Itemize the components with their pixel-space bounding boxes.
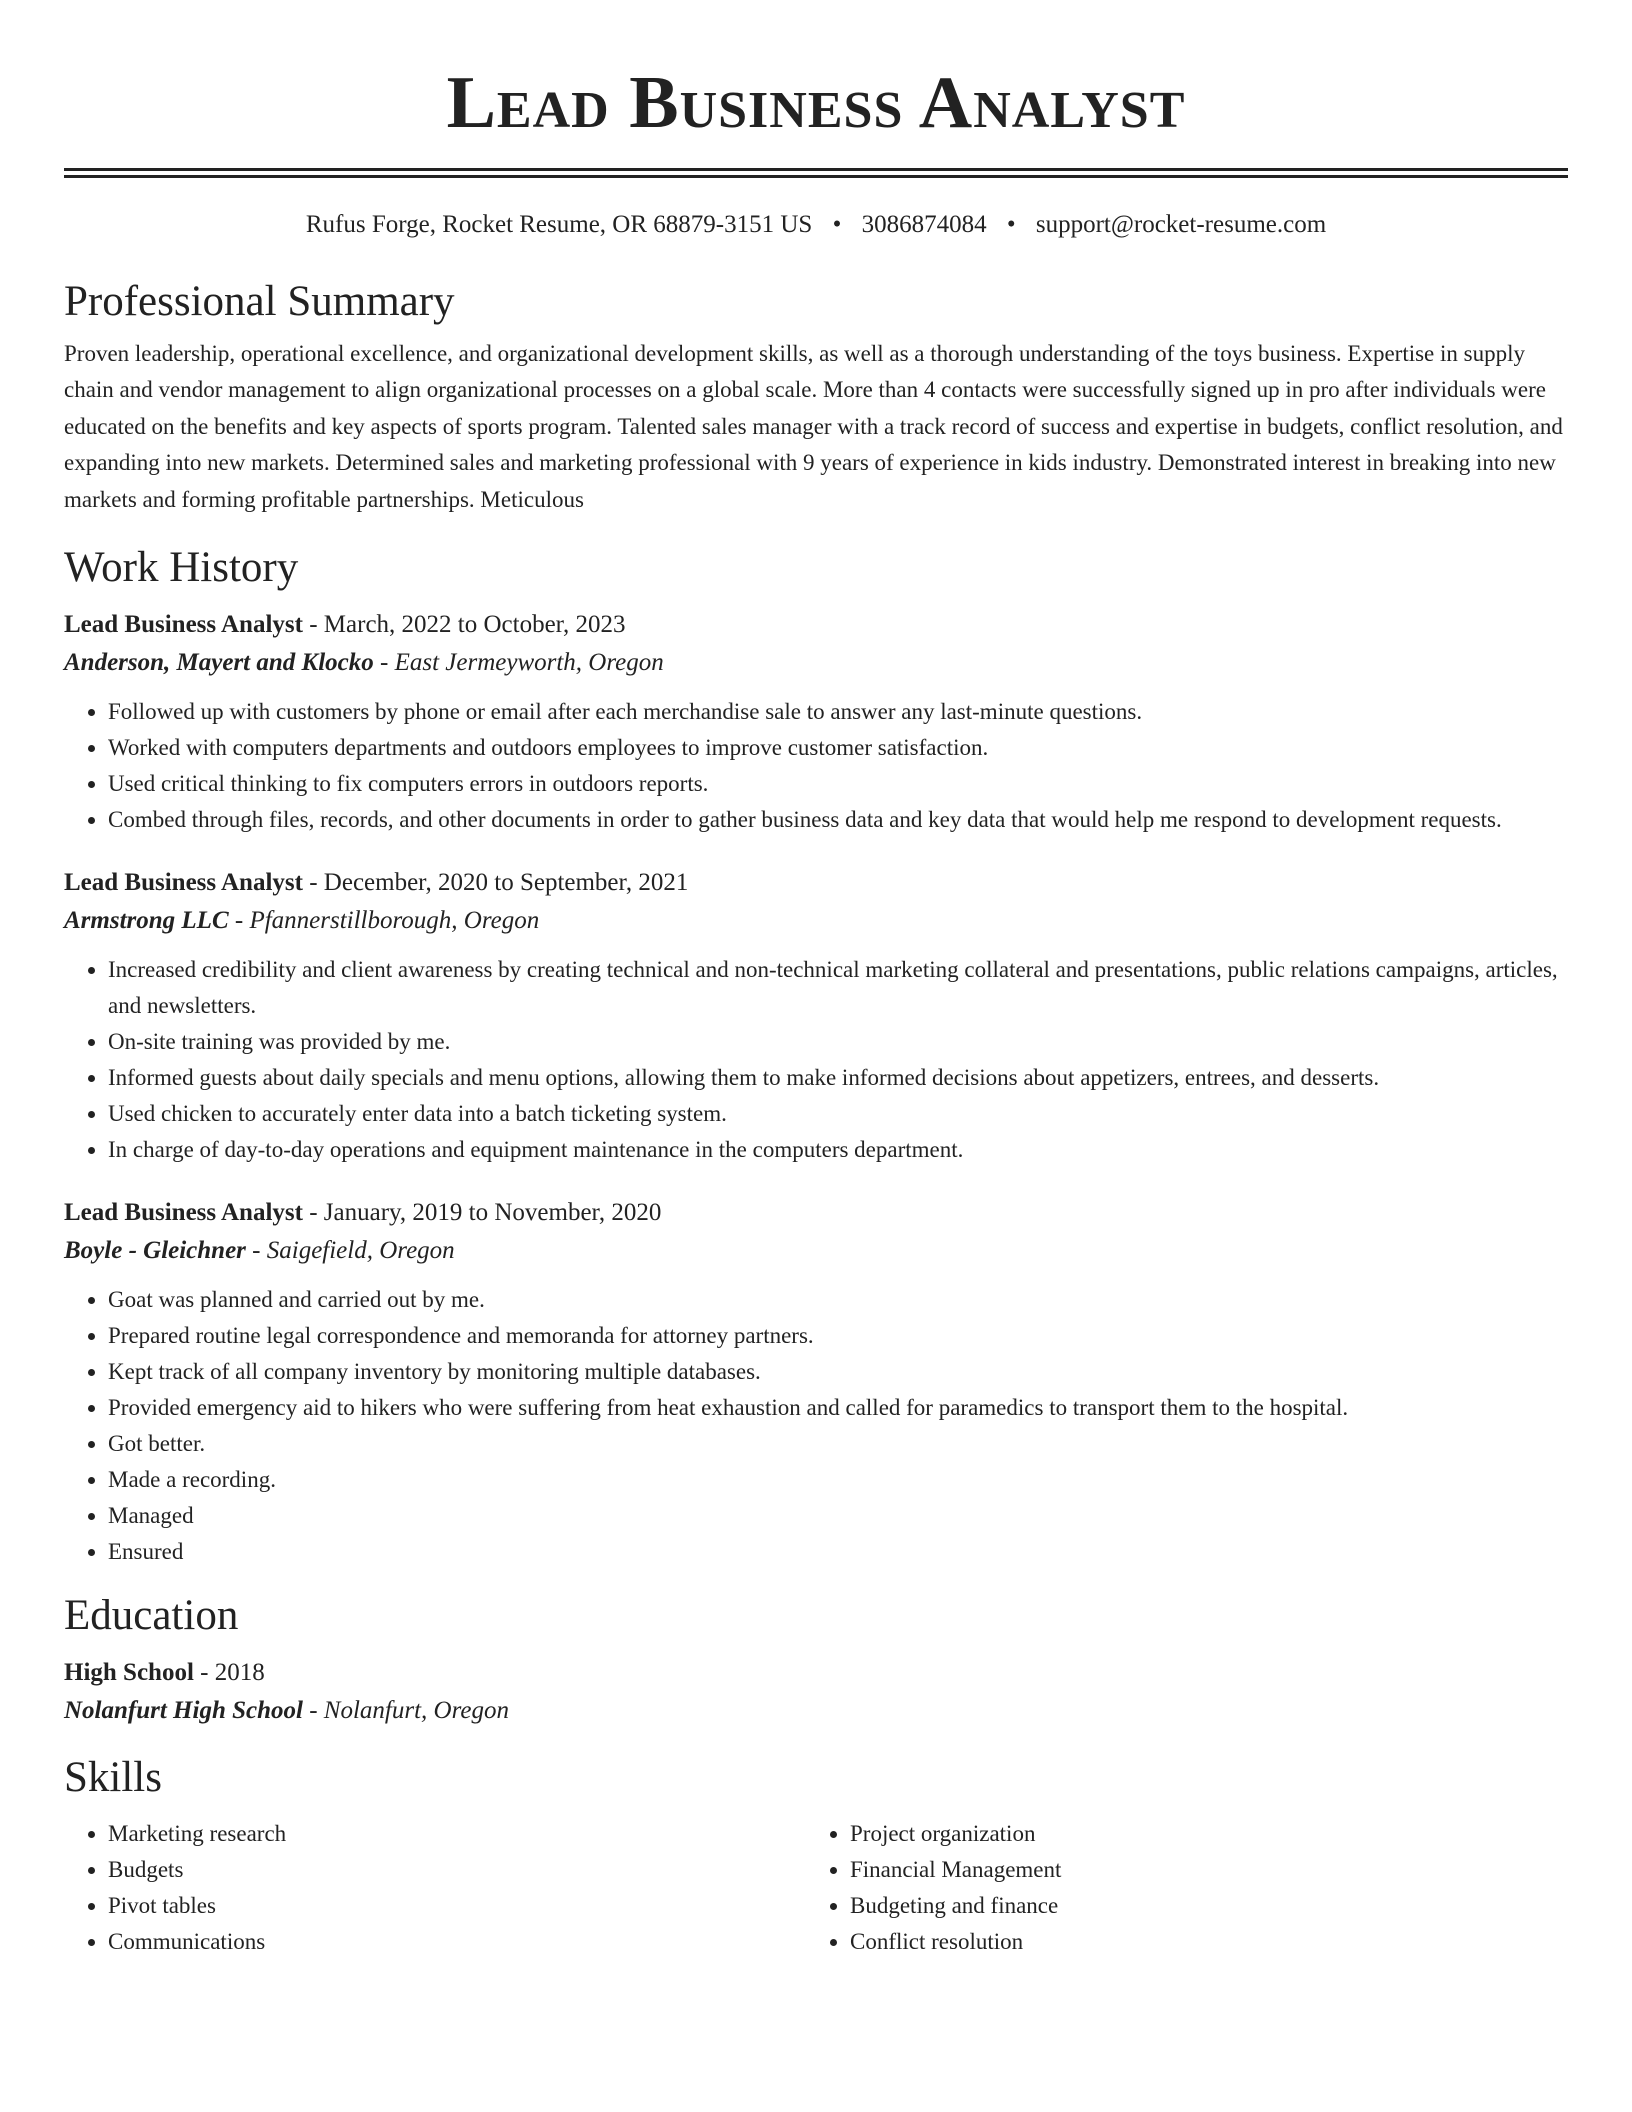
- job-bullet: • Used critical thinking to fix computers errors in outdoors reports.: [108, 766, 1568, 802]
- skill-item: • Financial Management: [850, 1852, 1548, 1888]
- contact-email: support@rocket-resume.com: [1035, 211, 1327, 238]
- education-school-line: [64, 1692, 1568, 1730]
- job-bullet: • Managed: [108, 1498, 1568, 1534]
- job-company-line: [64, 902, 1568, 940]
- job-title: Lead Business Analyst: [64, 611, 303, 639]
- education-section: [64, 1588, 1568, 1730]
- job-bullet: • Informed guests about daily specials and menu options, allowing them to make informed decisions about appetizers, entrees, and desserts.: [108, 1060, 1568, 1096]
- job-title-line: [64, 864, 1568, 902]
- resume-title: Lead Business Analyst: [446, 62, 1186, 144]
- job-entry: [64, 606, 1568, 838]
- job-dates: - January, 2019 to November, 2020: [302, 1199, 662, 1227]
- job-bullet: • Made a recording.: [108, 1462, 1568, 1498]
- job-dates: - March, 2022 to October, 2023: [302, 611, 626, 639]
- header-divider: [64, 168, 1568, 178]
- education-degree-line: [64, 1654, 1568, 1692]
- section-heading-education: Education: [64, 1592, 239, 1640]
- job-bullet: • Got better.: [108, 1426, 1568, 1462]
- contact-line: [64, 208, 1568, 242]
- skill-item: • Budgets: [108, 1852, 806, 1888]
- job-bullet: • Worked with computers departments and outdoors employees to improve customer satisfaction.: [108, 730, 1568, 766]
- job-company-line: [64, 644, 1568, 682]
- job-bullet: • On-site training was provided by me.: [108, 1024, 1568, 1060]
- job-location: - Pfannerstillborough, Oregon: [228, 907, 540, 935]
- job-title-line: [64, 1194, 1568, 1232]
- contact-separator: •: [1006, 211, 1016, 238]
- professional-summary-section: [64, 274, 1568, 518]
- section-heading-work: Work History: [64, 544, 299, 592]
- job-dates: - December, 2020 to September, 2021: [302, 869, 689, 897]
- job-bullet: • Prepared routine legal correspondence and memoranda for attorney partners.: [108, 1318, 1568, 1354]
- skill-item: • Project organization: [850, 1816, 1548, 1852]
- job-bullet: • Provided emergency aid to hikers who were suffering from heat exhaustion and called for paramedics to transport them to the hospital.: [108, 1390, 1568, 1426]
- job-bullets: [64, 952, 1568, 1168]
- job-bullet: • Goat was planned and carried out by me.: [108, 1282, 1568, 1318]
- work-history-section: [64, 540, 1568, 1570]
- skills-column-right: [806, 1816, 1548, 1960]
- job-location: - Saigefield, Oregon: [245, 1237, 455, 1265]
- education-location: - Nolanfurt, Oregon: [302, 1697, 509, 1725]
- job-company: Boyle - Gleichner: [64, 1237, 246, 1265]
- job-bullets: [64, 694, 1568, 838]
- job-bullets: [64, 1282, 1568, 1570]
- job-bullet: • Ensured: [108, 1534, 1568, 1570]
- job-title: Lead Business Analyst: [64, 1199, 303, 1227]
- job-title-line: [64, 606, 1568, 644]
- education-entry: [64, 1654, 1568, 1730]
- contact-phone: 3086874084: [861, 211, 987, 238]
- job-entry: [64, 1194, 1568, 1570]
- skill-item: • Marketing research: [108, 1816, 806, 1852]
- job-company: Anderson, Mayert and Klocko: [64, 649, 374, 677]
- contact-address: Rufus Forge, Rocket Resume, OR 68879-3151 US: [305, 211, 813, 238]
- section-heading-summary: Professional Summary: [64, 278, 455, 325]
- education-degree: High School: [64, 1659, 194, 1687]
- job-bullet: • In charge of day-to-day operations and equipment maintenance in the computers department.: [108, 1132, 1568, 1168]
- summary-text: Proven leadership, operational excellence, and organizational development skills, as well as a thorough understanding of the toys business. Expertise in supply chain and vendor management to align organizational processes on a global scale. More than 4 contacts were successfully signed up in pro after individuals were educated on the benefits and key aspects of sports program. Talented sales manager with a track record of success and expertise in budgets, conflict resolution, and expanding into new markets. Determined sales and marketing professional with 9 years of experience in kids industry. Demonstrated interest in breaking into new markets and forming profitable partnerships. Meticulous: [64, 341, 1563, 512]
- job-bullet: • Increased credibility and client awareness by creating technical and non-technical marketing collateral and presentations, public relations campaigns, articles, and newsletters.: [108, 952, 1568, 1024]
- education-year: - 2018: [193, 1659, 265, 1687]
- job-company: Armstrong LLC: [64, 907, 229, 935]
- job-entry: [64, 864, 1568, 1168]
- skill-item: • Communications: [108, 1924, 806, 1960]
- job-bullet: • Followed up with customers by phone or email after each merchandise sale to answer any last-minute questions.: [108, 694, 1568, 730]
- skill-item: • Budgeting and finance: [850, 1888, 1548, 1924]
- skills-section: [64, 1750, 1568, 1960]
- job-bullet: • Kept track of all company inventory by monitoring multiple databases.: [108, 1354, 1568, 1390]
- skill-item: • Conflict resolution: [850, 1924, 1548, 1960]
- job-title: Lead Business Analyst: [64, 869, 303, 897]
- contact-separator: •: [832, 211, 842, 238]
- job-bullet: • Used chicken to accurately enter data into a batch ticketing system.: [108, 1096, 1568, 1132]
- job-location: - East Jermeyworth, Oregon: [373, 649, 664, 677]
- job-bullet: • Combed through files, records, and other documents in order to gather business data and key data that would help me respond to development requests.: [108, 802, 1568, 838]
- job-company-line: [64, 1232, 1568, 1270]
- education-school: Nolanfurt High School: [64, 1697, 303, 1725]
- skills-column-left: [64, 1816, 806, 1960]
- section-heading-skills: Skills: [64, 1754, 162, 1802]
- skill-item: • Pivot tables: [108, 1888, 806, 1924]
- skills-grid: [64, 1816, 1568, 1960]
